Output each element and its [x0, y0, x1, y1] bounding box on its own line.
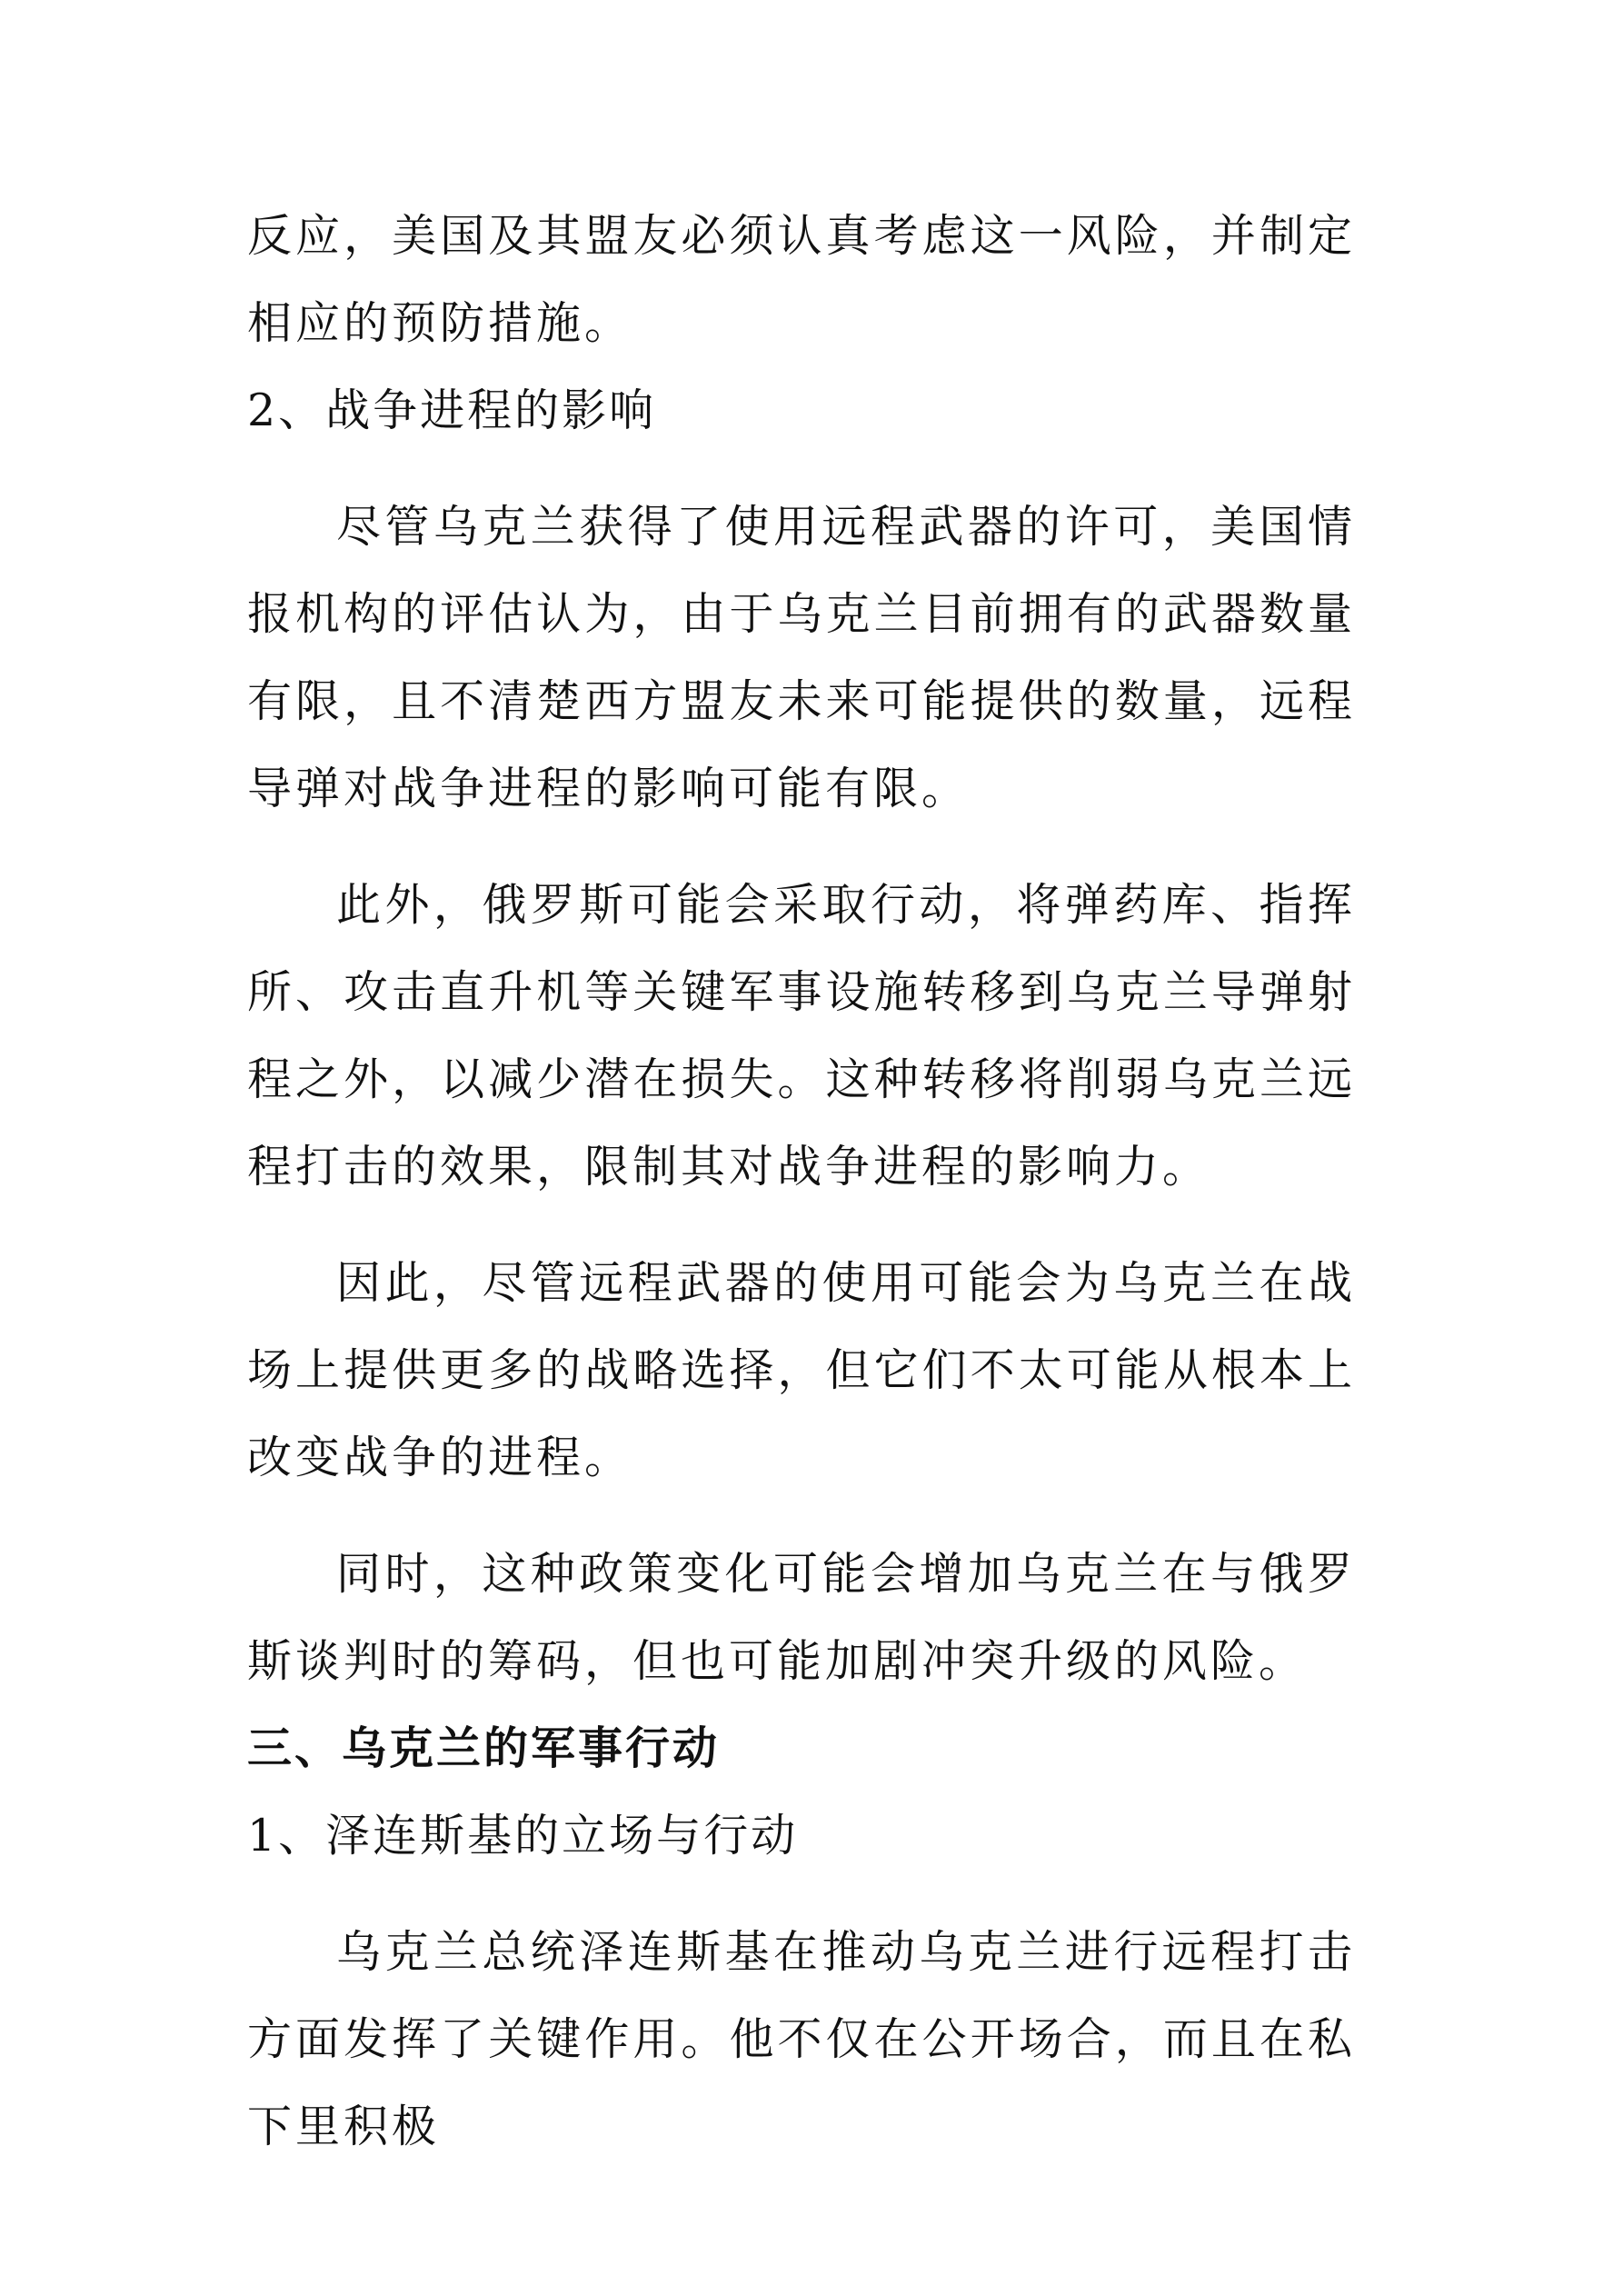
paragraph-zelensky-role: 乌克兰总统泽连斯基在推动乌克兰进行远程打击方面发挥了关键作用。他不仅在公开场合，而且在私下里积极 [247, 1926, 1356, 2152]
paragraph-russia-relocation: 此外，俄罗斯可能会采取行动，将弹药库、指挥所、攻击直升机等关键军事设施转移到乌克兰导弹射程之外，以减少潜在损失。这种转移将削弱乌克兰远程打击的效果，限制其对战争进程的影响力。 [247, 879, 1356, 1193]
paragraph-long-range-weapons: 尽管乌克兰获得了使用远程武器的许可，美国情报机构的评估认为，由于乌克兰目前拥有的武器数量有限，且不清楚西方盟友未来可能提供的数量，远程导弹对战争进程的影响可能有限。 [247, 501, 1356, 814]
subheading-zelensky-position: 1、泽连斯基的立场与行动 [247, 1810, 799, 1862]
subheading-war-impact: 2、战争进程的影响 [247, 384, 657, 436]
paragraph-strategic-options: 因此，尽管远程武器的使用可能会为乌克兰在战场上提供更多的战略选择，但它们不太可能从根本上改变战争的进程。 [247, 1257, 1356, 1483]
section-heading-ukraine-military-action: 三、乌克兰的军事行动 [247, 1722, 721, 1774]
document-content [247, 193, 1356, 2171]
paragraph-risk-continuation: 反应，美国及其盟友必须认真考虑这一风险，并制定相应的预防措施。 [247, 210, 1356, 349]
paragraph-negotiation-risk: 同时，这种政策变化可能会增加乌克兰在与俄罗斯谈判时的筹码，但也可能加剧冲突升级的风险。 [247, 1548, 1356, 1687]
